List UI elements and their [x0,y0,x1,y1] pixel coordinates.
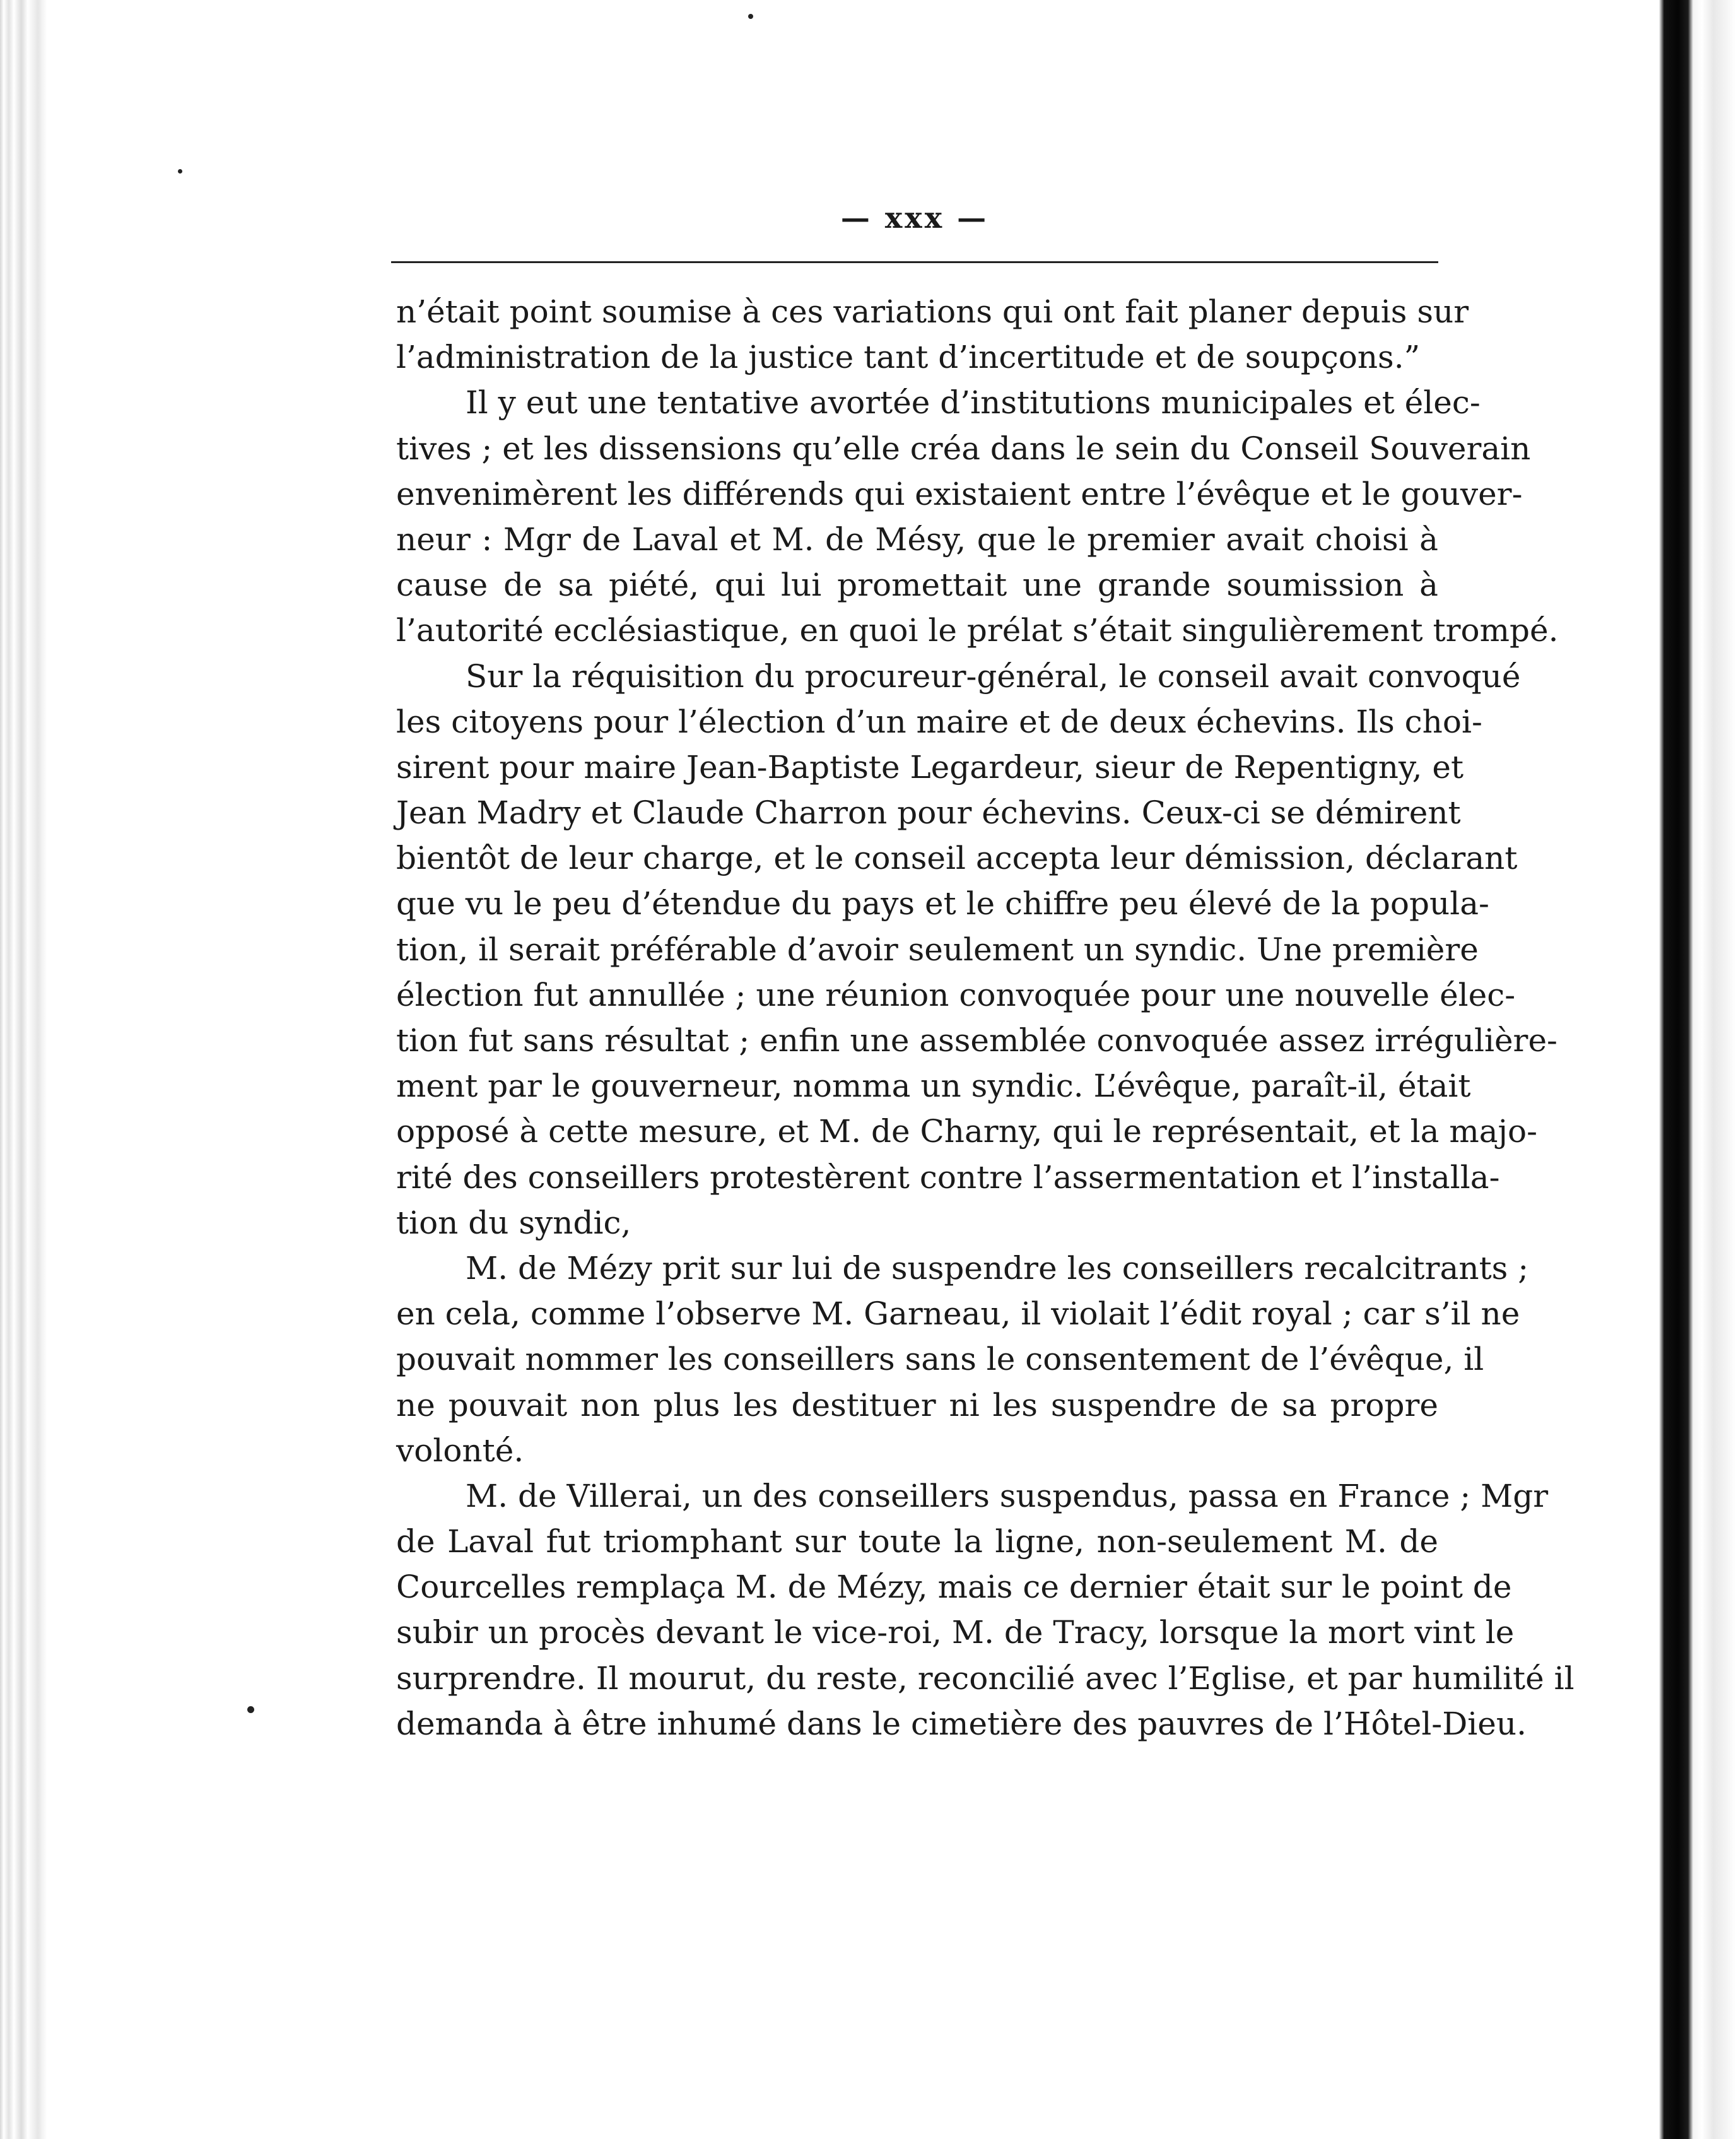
page-header: — xxx — [840,201,989,235]
scan-speck [748,14,753,19]
paragraph-first-line: Il y eut une tentative avortée d’institutions municipales et élec- [466,384,1481,421]
text-line: ne pouvait non plus les destituer ni les suspendre de sa propre [396,1386,1438,1423]
text-line: bientôt de leur charge, et le conseil accepta leur démission, déclarant [396,840,1518,877]
text-line: cause de sa piété, qui lui promettait une grande soumission à [396,567,1438,604]
text-line: tives ; et les dissensions qu’elle créa dans le sein du Conseil Souverain [396,430,1531,467]
text-line: n’était point soumise à ces variations qui ont fait planer depuis sur [396,293,1469,330]
paragraph-first-line: M. de Villerai, un des conseillers suspendus, passa en France ; Mgr [466,1477,1549,1514]
text-line: l’autorité ecclésiastique, en quoi le prélat s’était singulièrement trompé. [396,612,1559,649]
body-text [396,289,1575,1747]
text-line: opposé à cette mesure, et M. de Charny, qui le représentait, et la majo- [396,1113,1538,1150]
text-line: Jean Madry et Claude Charron pour échevins. Ceux-ci se démirent [396,794,1461,832]
text-line: envenimèrent les différends qui existaient entre l’évêque et le gouver- [396,475,1523,512]
text-line: tion fut sans résultat ; enfin une assemblée convoquée assez irrégulière- [396,1022,1557,1059]
paragraph-first-line: M. de Mézy prit sur lui de suspendre les conseillers recalcitrants ; [466,1249,1529,1287]
text-line: volonté. [396,1432,524,1469]
text-line: rité des conseillers protestèrent contre l’assermentation et l’installa- [396,1158,1500,1196]
paragraph-first-line: Sur la réquisition du procureur-général, le conseil avait convoqué [466,657,1521,695]
text-line: l’administration de la justice tant d’incertitude et de soupçons.” [396,339,1421,376]
text-line: neur : Mgr de Laval et M. de Mésy, que le premier avait choisi à [396,521,1438,558]
scan-speck [247,1706,254,1713]
scan-binding-strip [1653,0,1736,2139]
text-line: pouvait nommer les conseillers sans le consentement de l’évêque, il [396,1341,1484,1378]
text-line: surprendre. Il mourut, du reste, reconcilié avec l’Eglise, et par humilité il [396,1659,1575,1697]
scan-speck [178,169,182,174]
text-line: tion, il serait préférable d’avoir seulement un syndic. Une première [396,931,1479,968]
text-line: élection fut annullée ; une réunion convoquée pour une nouvelle élec- [396,976,1516,1013]
header-rule [391,261,1438,263]
text-line: sirent pour maire Jean-Baptiste Legardeur, sieur de Repentigny, et [396,748,1464,786]
text-line: subir un procès devant le vice-roi, M. de Tracy, lorsque la mort vint le [396,1614,1515,1651]
text-line: les citoyens pour l’élection d’un maire et de deux échevins. Ils choi- [396,703,1482,740]
scan-left-edge [0,0,57,2139]
text-line: de Laval fut triomphant sur toute la ligne, non-seulement M. de [396,1523,1438,1560]
text-line: en cela, comme l’observe M. Garneau, il violait l’édit royal ; car s’il ne [396,1295,1520,1333]
text-line: demanda à être inhumé dans le cimetière des pauvres de l’Hôtel-Dieu. [396,1705,1527,1742]
text-line: que vu le peu d’étendue du pays et le chiffre peu élevé de la popula- [396,885,1489,922]
text-line: Courcelles remplaça M. de Mézy, mais ce dernier était sur le point de [396,1569,1512,1606]
text-line: tion du syndic, [396,1204,631,1241]
text-line: ment par le gouverneur, nomma un syndic. L’évêque, paraît-il, était [396,1068,1471,1105]
